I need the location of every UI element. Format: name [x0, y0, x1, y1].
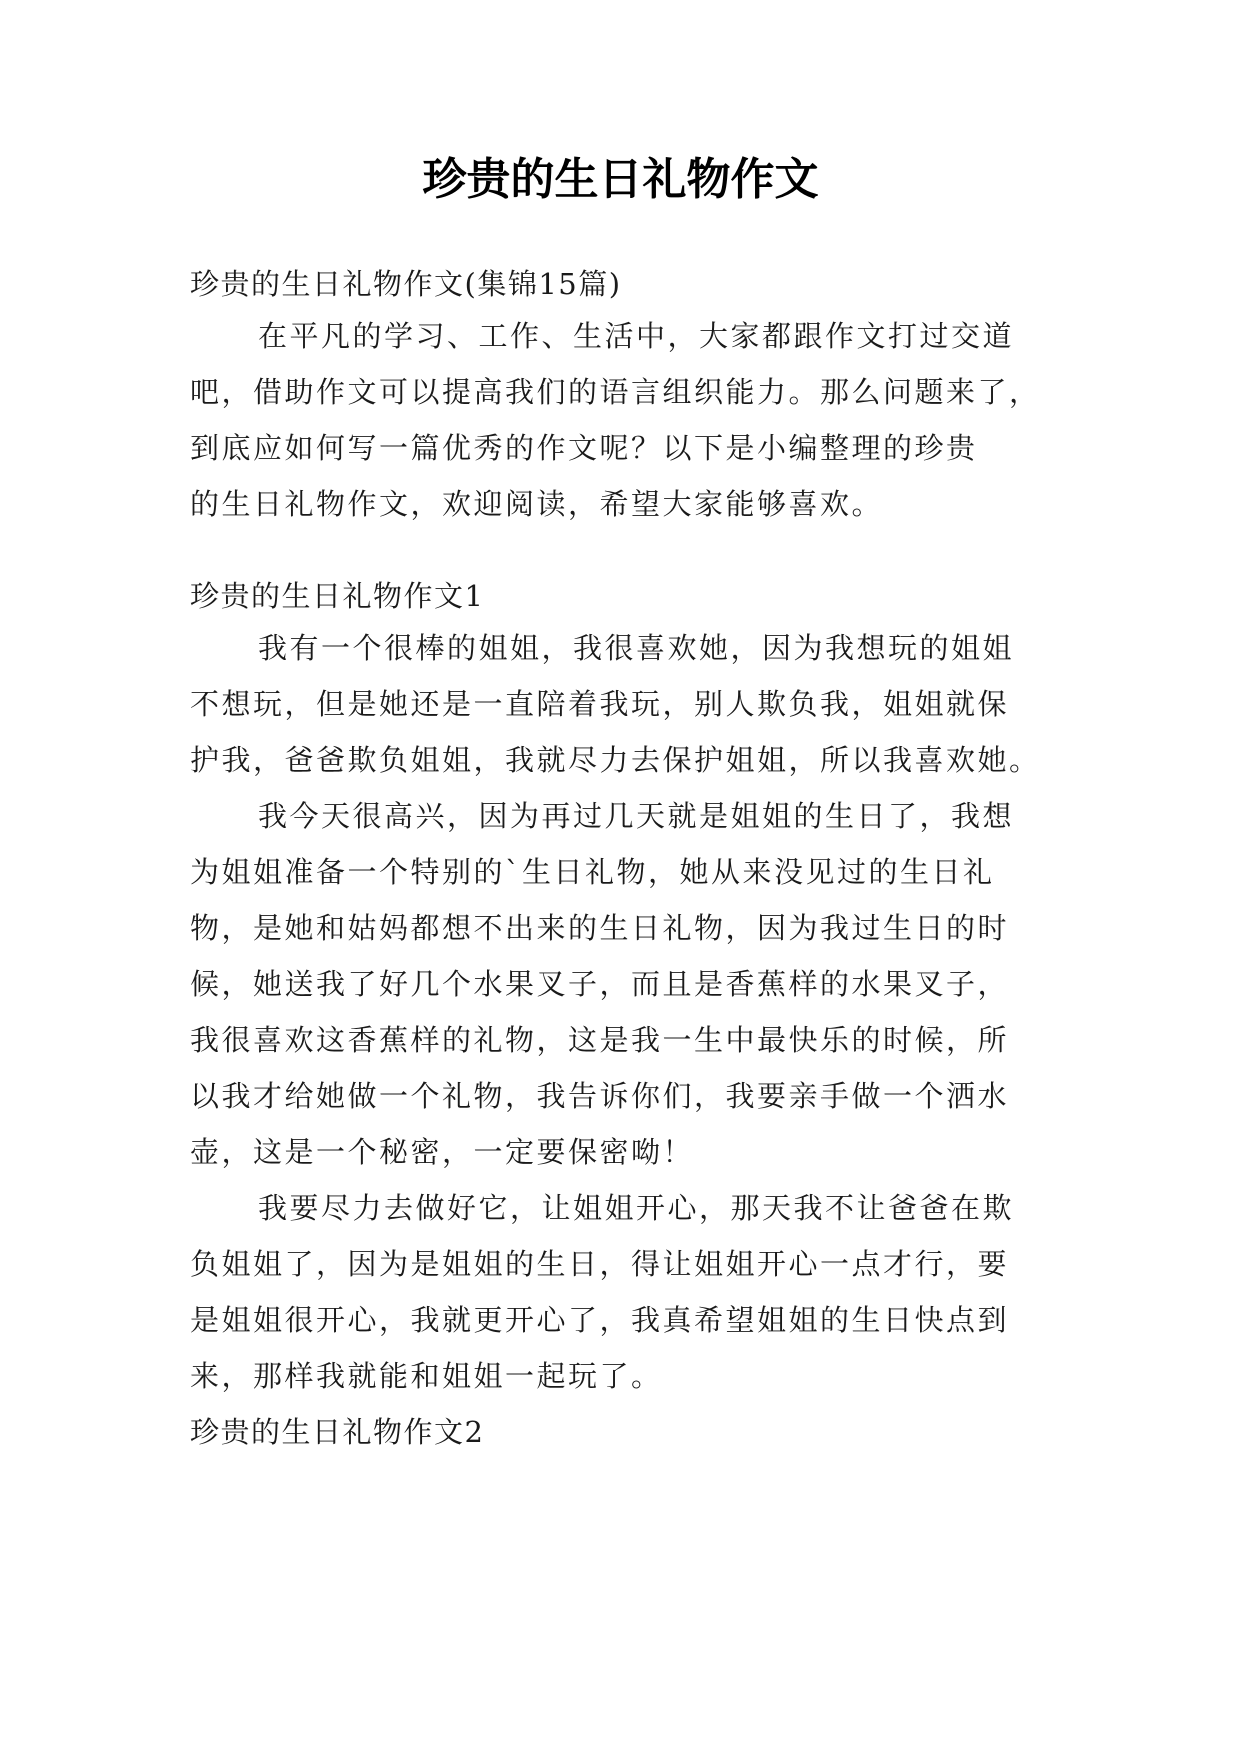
essay1-line: 以我才给她做一个礼物，我告诉你们，我要亲手做一个洒水 [190, 1079, 1010, 1113]
document-title: 珍贵的生日礼物作文 [422, 154, 819, 205]
essay1-line: 候，她送我了好几个水果叉子，而且是香蕉样的水果叉子， [190, 967, 1010, 1001]
essay1-line: 我要尽力去做好它，让姐姐开心，那天我不让爸爸在欺 [258, 1191, 1015, 1225]
intro-line: 在平凡的学习、工作、生活中，大家都跟作文打过交道 [258, 319, 1015, 353]
essay1-line: 是姐姐很开心，我就更开心了，我真希望姐姐的生日快点到 [190, 1303, 1010, 1337]
essay-heading-2: 珍贵的生日礼物作文2 [190, 1415, 485, 1449]
essay1-line: 护我，爸爸欺负姐姐，我就尽力去保护姐姐，所以我喜欢她。 [190, 743, 1041, 777]
intro-line: 吧，借助作文可以提高我们的语言组织能力。那么问题来了， [190, 375, 1041, 409]
collection-subtitle: 珍贵的生日礼物作文(集锦15篇) [190, 267, 622, 301]
intro-line: 到底应如何写一篇优秀的作文呢？以下是小编整理的珍贵 [190, 431, 978, 465]
essay1-line: 为姐姐准备一个特别的`生日礼物，她从来没见过的生日礼 [190, 855, 995, 889]
essay-heading-1: 珍贵的生日礼物作文1 [190, 579, 485, 613]
essay1-line: 壶，这是一个秘密，一定要保密呦！ [190, 1135, 695, 1169]
essay1-line: 我很喜欢这香蕉样的礼物，这是我一生中最快乐的时候，所 [190, 1023, 1010, 1057]
essay1-line: 不想玩，但是她还是一直陪着我玩，别人欺负我，姐姐就保 [190, 687, 1010, 721]
intro-line: 的生日礼物作文，欢迎阅读，希望大家能够喜欢。 [190, 487, 884, 521]
essay1-line: 我有一个很棒的姐姐，我很喜欢她，因为我想玩的姐姐 [258, 631, 1015, 665]
essay1-line: 我今天很高兴，因为再过几天就是姐姐的生日了，我想 [258, 799, 1015, 833]
essay1-line: 负姐姐了，因为是姐姐的生日，得让姐姐开心一点才行，要 [190, 1247, 1010, 1281]
essay1-line: 来，那样我就能和姐姐一起玩了。 [190, 1359, 663, 1393]
essay1-line: 物，是她和姑妈都想不出来的生日礼物，因为我过生日的时 [190, 911, 1010, 945]
